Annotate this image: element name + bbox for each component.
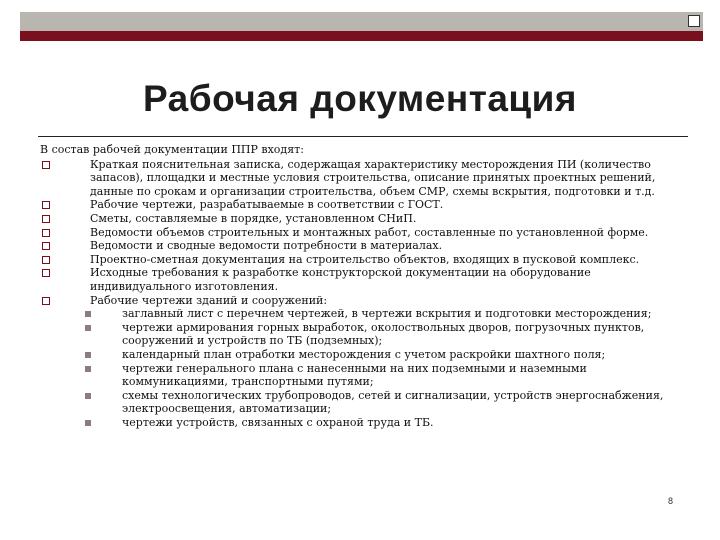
list-item-text: Рабочие чертежи зданий и сооружений:: [90, 293, 328, 307]
list-item: [40, 253, 680, 267]
sub-list-item-text: календарный план отработки месторождения с учетом раскройки шахтного поля;: [122, 347, 606, 361]
list-item-text: Краткая пояснительная записка, содержащая характеристику месторождения ПИ (количество запасов), площадки и местные условия строительства, описание принятых проектных решений, данные по срокам и организации строительства, объем СМР, схемы вскрытия, подготовки и т.д.: [90, 157, 656, 198]
list-item-text: Исходные требования к разработке конструкторской документации на оборудование индивидуального изготовления.: [90, 266, 591, 293]
intro-text: В состав рабочей документации ППР входят:: [40, 143, 304, 156]
slide-title: Рабочая документация: [142, 78, 577, 119]
square-bullet-icon: [85, 352, 91, 358]
list-item: [40, 239, 680, 253]
square-bullet-icon: [85, 420, 91, 426]
square-bullet-icon: [85, 325, 91, 331]
checkbox-bullet-icon: [42, 201, 50, 209]
checkbox-bullet-icon: [42, 215, 50, 223]
square-bullet-icon: [85, 311, 91, 317]
sub-list-item: [40, 321, 680, 348]
square-bullet-icon: [85, 366, 91, 372]
list-item: [40, 294, 680, 308]
sub-list-item-text: чертежи устройств, связанных с охраной труда и ТБ.: [122, 415, 434, 429]
list-item-text: Ведомости объемов строительных и монтажных работ, составленные по установленной форме.: [90, 225, 649, 239]
checkbox-bullet-icon: [42, 161, 50, 169]
checkbox-bullet-icon: [42, 297, 50, 305]
checkbox-bullet-icon: [42, 256, 50, 264]
checkbox-bullet-icon: [42, 242, 50, 250]
sub-list-item: [40, 362, 680, 389]
header-red-bar: [20, 31, 703, 41]
page-number: 8: [668, 496, 674, 506]
checkbox-bullet-icon: [42, 269, 50, 277]
sub-list-item: [40, 307, 680, 321]
sub-list-item-text: чертежи генерального плана с нанесенными на них подземными и наземными коммуникациями, транспортными путями;: [122, 361, 587, 389]
list-item-text: Сметы, составляемые в порядке, установленном СНиП.: [90, 211, 417, 225]
list-item-text: Ведомости и сводные ведомости потребности в материалах.: [90, 239, 443, 253]
checkbox-bullet-icon: [42, 229, 50, 237]
list-item-text: Рабочие чертежи, разрабатываемые в соответствии с ГОСТ.: [90, 198, 444, 212]
title-divider: [38, 136, 688, 137]
list-item: [40, 266, 680, 293]
sub-list-item: [40, 348, 680, 362]
slide-content: [40, 143, 680, 429]
sub-list-item: [40, 416, 680, 430]
sub-list-item: [40, 389, 680, 416]
sub-list-item-text: схемы технологических трубопроводов, сетей и сигнализации, устройств энергоснабжения, электроосвещения, автоматизации;: [122, 388, 664, 416]
list-item: [40, 158, 680, 199]
list-item: [40, 212, 680, 226]
sub-list-item-text: чертежи армирования горных выработок, околоствольных дворов, погрузочных пунктов, сооружений и устройств по ТБ (подземных);: [122, 320, 645, 348]
list-item-text: Проектно-сметная документация на строительство объектов, входящих в пусковой комплекс.: [90, 252, 640, 266]
list-item: [40, 198, 680, 212]
list-item: [40, 226, 680, 240]
sub-list-item-text: заглавный лист с перечнем чертежей, в чертежи вскрытия и подготовки месторождения;: [122, 307, 652, 321]
header-gray-bar: [20, 12, 703, 31]
square-bullet-icon: [85, 393, 91, 399]
header-square-icon: [688, 15, 700, 27]
